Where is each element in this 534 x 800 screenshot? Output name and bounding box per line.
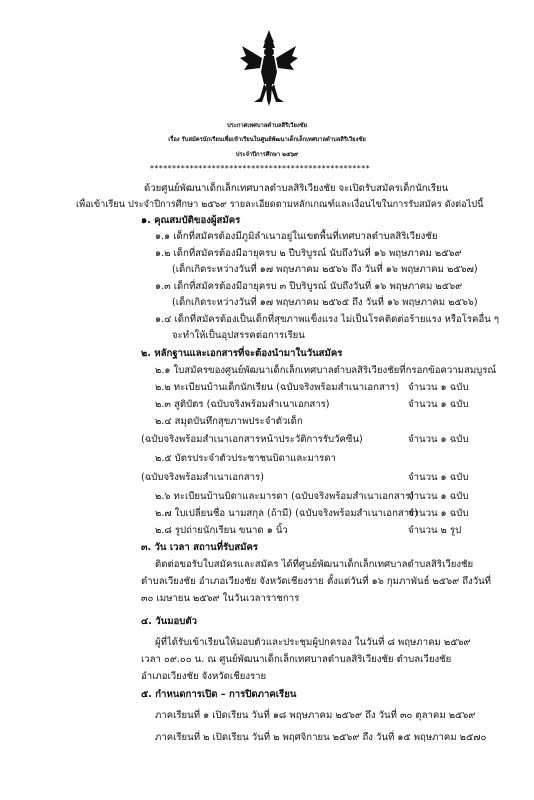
document-subject: เรื่อง รับสมัครนักเรียนเพื่อเข้าเรียนในศูนย์พัฒนาเด็กเล็กเทศบาลตำบลสิริเวียงชัย bbox=[168, 137, 366, 143]
s3-line: ๓๐ เมษายน ๒๕๖๙ ในวันเวลาราชการ bbox=[141, 593, 300, 604]
garuda-emblem-icon bbox=[238, 28, 300, 108]
s4-line: เวลา ๐๙.๐๐ น. ณ ศูนย์พัฒนาเด็กเล็กเทศบาลตำบลสิริเวียงชัย ตำบลเวียงชัย bbox=[141, 654, 452, 665]
s2-item: ๒.๒ ทะเบียนบ้านเด็กนักเรียน (ฉบับจริงพร้อมสำเนาเอกสาร) bbox=[155, 382, 400, 393]
s2-item: (ฉบับจริงพร้อมสำเนาเอกสาร) bbox=[141, 472, 264, 483]
section-3-heading: ๓. วัน เวลา สถานที่รับสมัคร bbox=[141, 542, 259, 553]
s1-item: ๑.๓ เด็กที่สมัครต้องมีอายุครบ ๓ ปีบริบูรณ์ นับถึงวันที่ ๑๖ พฤษภาคม ๒๕๖๙ bbox=[155, 281, 463, 292]
academic-year: ประจำปีการศึกษา ๒๕๖๙ bbox=[235, 152, 299, 158]
s2-amount: จำนวน ๑ ฉบับ bbox=[408, 382, 469, 393]
section-4-heading: ๔. วันมอบตัว bbox=[141, 616, 197, 627]
s2-item: (ฉบับจริงพร้อมสำเนาเอกสารหน้าประวัติการรับวัคซีน) bbox=[141, 434, 363, 445]
s4-line: ผู้ที่ได้รับเข้าเรียนให้มอบตัวและประชุมผู้ปกครอง ในวันที่ ๘ พฤษภาคม ๒๕๖๙ bbox=[155, 637, 471, 648]
s2-amount: จำนวน ๑ ฉบับ bbox=[408, 491, 469, 502]
s1-item: ๑.๒ เด็กที่สมัครต้องมีอายุครบ ๒ ปีบริบูรณ์ นับถึงวันที่ ๑๖ พฤษภาคม ๒๕๖๙ bbox=[155, 248, 462, 259]
s3-line: ติดต่อขอรับใบสมัครและสมัคร ได้ที่ศูนย์พัฒนาเด็กเล็กเทศบาลตำบลสิริเวียงชัย bbox=[155, 559, 474, 570]
s1-item: จะทำให้เป็นอุปสรรคต่อการเรียน bbox=[172, 330, 305, 341]
s4-line: อำเภอเวียงชัย จังหวัดเชียงราย bbox=[141, 671, 267, 682]
s1-item: (เด็กเกิดระหว่างวันที่ ๑๗ พฤษภาคม ๒๕๖๖ ถึง วันที่ ๑๖ พฤษภาคม ๒๕๖๗) bbox=[172, 264, 478, 275]
intro-line-2: เพื่อเข้าเรียน ประจำปีการศึกษา ๒๕๖๙ รายละเอียดตามหลักเกณฑ์และเงื่อนไขในการรับสมัคร ดังต่อไปนี้ bbox=[76, 199, 484, 210]
s1-item: ๑.๑ เด็กที่สมัครต้องมีภูมิลำเนาอยู่ในเขตพื้นที่เทศบาลตำบลสิริเวียงชัย bbox=[155, 231, 438, 242]
section-1-heading: ๑. คุณสมบัติของผู้สมัคร bbox=[141, 215, 241, 226]
s2-item: ๒.๗ ใบเปลี่ยนชื่อ นามสกุล (ถ้ามี) (ฉบับจริงพร้อมสำเนาเอกสาร) bbox=[155, 508, 419, 519]
s1-item: (เด็กเกิดระหว่างวันที่ ๑๗ พฤษภาคม ๒๕๖๕ ถึง วันที่ ๑๖ พฤษภาคม ๒๕๖๖) bbox=[172, 297, 478, 308]
s3-line: ตำบลเวียงชัย อำเภอเวียงชัย จังหวัดเชียงราย ตั้งแต่วันที่ ๑๖ กุมภาพันธ์ ๒๕๖๙ ถึงวันที่ bbox=[141, 576, 491, 587]
s2-amount: จำนวน ๑ ฉบับ bbox=[408, 399, 469, 410]
s2-item: ๒.๕ บัตรประจำตัวประชาชนบิดาและมารดา bbox=[155, 453, 336, 464]
s2-item: ๒.๔ สมุดบันทึกสุขภาพประจำตัวเด็ก bbox=[155, 416, 303, 427]
s2-amount: จำนวน ๑ ฉบับ bbox=[408, 508, 469, 519]
s2-amount: จำนวน ๒ รูป bbox=[408, 525, 462, 536]
s2-amount: จำนวน ๑ ฉบับ bbox=[408, 472, 469, 483]
s5-line: ภาคเรียนที่ ๒ เปิดเรียน วันที่ ๒ พฤศจิกายน ๒๕๖๙ ถึง วันที่ ๑๕ พฤษภาคม ๒๕๗๐ bbox=[155, 732, 487, 743]
section-5-heading: ๕. กำหนดการเปิด – การปิดภาคเรียน bbox=[141, 689, 297, 700]
intro-line-1: ด้วยศูนย์พัฒนาเด็กเล็กเทศบาลตำบลสิริเวียงชัย จะเปิดรับสมัครเด็กนักเรียน bbox=[144, 183, 449, 194]
s2-amount: จำนวน ๑ ฉบับ bbox=[408, 434, 469, 445]
s2-item: ๒.๓ สูติบัตร (ฉบับจริงพร้อมสำเนาเอกสาร) bbox=[155, 399, 330, 410]
s2-item: ๒.๑ ใบสมัครของศูนย์พัฒนาเด็กเล็กเทศบาลตำบลสิริเวียงชัยที่กรอกข้อความสมบูรณ์ bbox=[155, 365, 497, 376]
s2-item: ๒.๘ รูปถ่ายนักเรียน ขนาด ๑ นิ้ว bbox=[155, 525, 288, 536]
s2-item: ๒.๖ ทะเบียนบ้านบิดาและมารดา (ฉบับจริงพร้อมสำเนาเอกสาร) bbox=[155, 491, 414, 502]
section-2-heading: ๒. หลักฐานและเอกสารที่จะต้องนำมาในวันสมัคร bbox=[141, 348, 343, 359]
page-title: ประกาศเทศบาลตำบลสิริเวียงชัย bbox=[226, 123, 308, 129]
s5-line: ภาคเรียนที่ ๑ เปิดเรียน วันที่ ๑๘ พฤษภาคม ๒๕๖๙ ถึง วันที่ ๓๐ ตุลาคม ๒๕๖๙ bbox=[155, 710, 476, 721]
divider-stars: ************************************************** bbox=[150, 164, 370, 173]
s1-item: ๑.๔ เด็กที่สมัครต้องเป็นเด็กที่สุขภาพแข็งแรง ไม่เป็นโรคติดต่อร้ายแรง หรือโรคอื่น ๆ bbox=[155, 314, 500, 325]
